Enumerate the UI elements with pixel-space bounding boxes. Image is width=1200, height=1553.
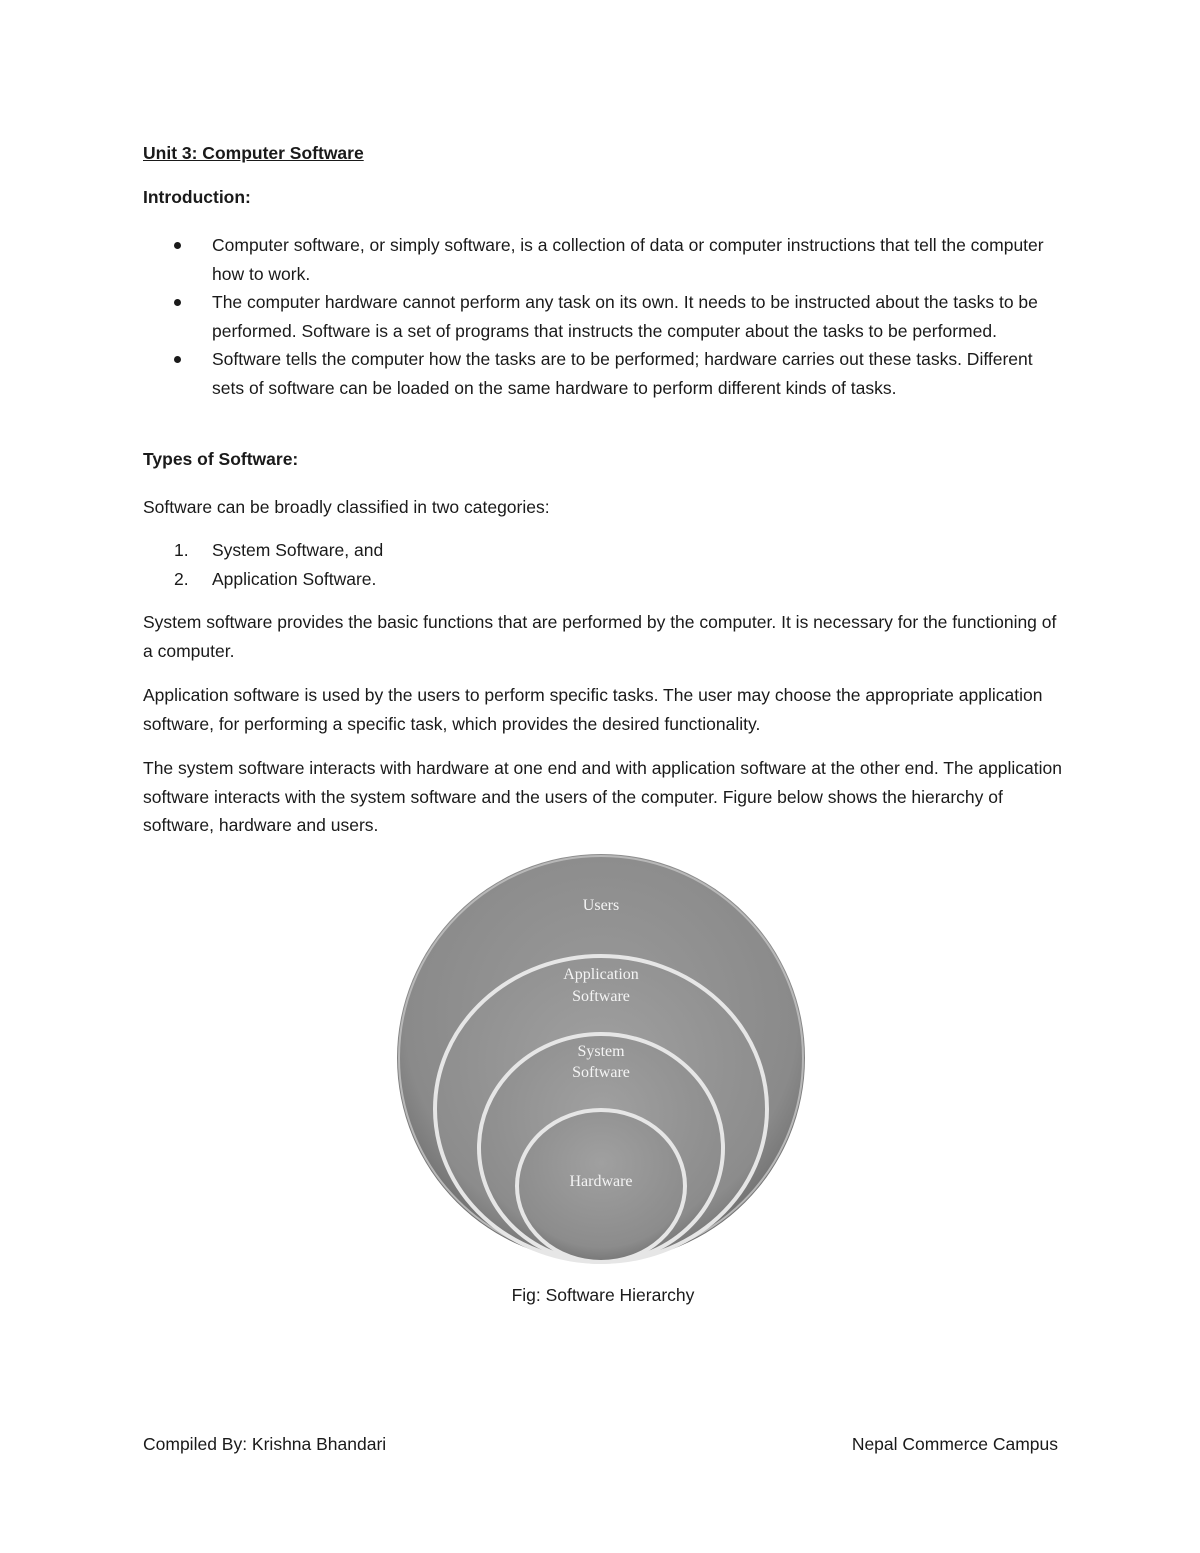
list-item: Computer software, or simply software, is a collection of data or computer instructions that tell the computer how to work. <box>143 231 1063 288</box>
list-item <box>143 536 1063 565</box>
list-item <box>143 565 1063 594</box>
software-hierarchy-figure <box>395 852 807 1264</box>
application-software-paragraph: Application software is used by the users to perform specific tasks. The user may choose the appropriate application software, for performing a specific task, which provides the desired functionality. <box>143 685 1043 734</box>
types-numbered-list <box>143 536 1063 593</box>
list-number: 1. <box>174 540 189 560</box>
list-text: System Software, and <box>212 540 384 560</box>
page-title: Unit 3: Computer Software <box>143 143 364 163</box>
application-label-line2: Software <box>572 988 630 1005</box>
system-label-line1: System <box>577 1043 625 1060</box>
list-item: Software tells the computer how the tasks are to be performed; hardware carries out these tasks. Different sets of software can be loaded on the same hardware to perform different kinds of tasks. <box>143 345 1063 402</box>
interaction-paragraph: The system software interacts with hardware at one end and with application software at the other end. The application software interacts with the system software and the users of the computer. Figure below shows the hierarchy of software, hardware and users. <box>143 758 1062 835</box>
system-label-line2: Software <box>572 1064 630 1081</box>
list-text: Application Software. <box>212 568 377 589</box>
introduction-heading: Introduction: <box>143 187 251 207</box>
list-number: 2. <box>174 568 189 589</box>
application-label-line1: Application <box>563 966 639 983</box>
introduction-bullet-list <box>143 231 1063 402</box>
hierarchy-diagram <box>395 852 807 1264</box>
document-page <box>143 0 1063 1553</box>
users-label: Users <box>582 897 620 914</box>
hardware-label: Hardware <box>569 1173 633 1190</box>
footer-author: Compiled By: Krishna Bhandari <box>143 1434 387 1454</box>
footer-institution: Nepal Commerce Campus <box>851 1434 1058 1454</box>
figure-caption: Fig: Software Hierarchy <box>511 1285 695 1305</box>
types-intro-text: Software can be broadly classified in two categories: <box>143 497 550 517</box>
types-heading: Types of Software: <box>143 449 299 469</box>
system-software-paragraph: System software provides the basic functions that are performed by the computer. It is necessary for the functioning of a computer. <box>143 612 1057 661</box>
list-item: The computer hardware cannot perform any task on its own. It needs to be instructed about the tasks to be performed. Software is a set of programs that instructs the computer about the tasks to be performed. <box>143 288 1063 345</box>
